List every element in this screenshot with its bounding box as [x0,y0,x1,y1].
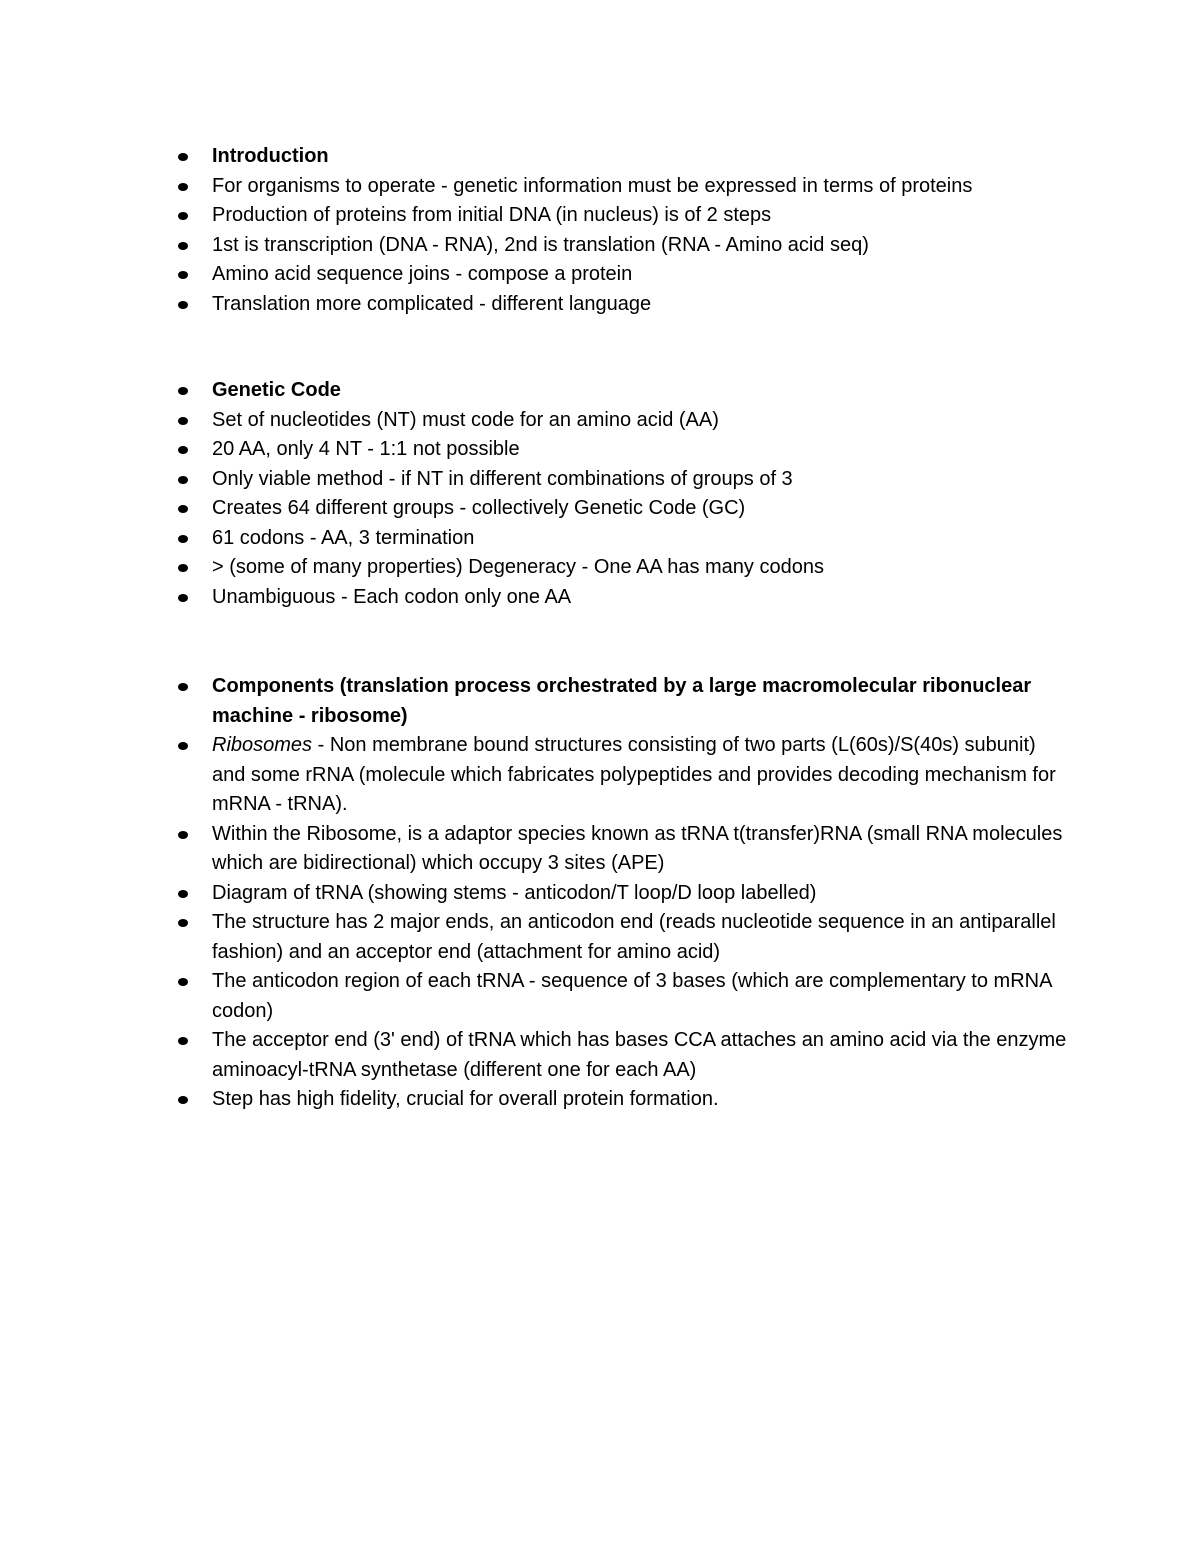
list-item: The structure has 2 major ends, an anticodon end (reads nucleotide sequence in an antiparallel fashion) and an acceptor end (attachment for amino acid) [170,908,1070,967]
list-item: 61 codons - AA, 3 termination [170,524,1070,554]
bullet-list [170,142,1070,319]
section-components [170,672,1070,1115]
section-heading: Introduction [170,142,1070,172]
list-item: The anticodon region of each tRNA - sequence of 3 bases (which are complementary to mRNA codon) [170,967,1070,1026]
section-heading: Components (translation process orchestrated by a large macromolecular ribonuclear machine - ribosome) [170,672,1070,731]
list-item: 1st is transcription (DNA - RNA), 2nd is translation (RNA - Amino acid seq) [170,231,1070,261]
list-item: Within the Ribosome, is a adaptor species known as tRNA t(transfer)RNA (small RNA molecules which are bidirectional) which occupy 3 sites (APE) [170,820,1070,879]
list-item: Diagram of tRNA (showing stems - anticodon/T loop/D loop labelled) [170,879,1070,909]
list-item: Amino acid sequence joins - compose a protein [170,260,1070,290]
ribosomes-description: - Non membrane bound structures consisting of two parts (L(60s)/S(40s) subunit) and some rRNA (molecule which fabricates polypeptides and provides decoding mechanism for mRNA - tRNA). [212,734,1056,815]
list-item: 20 AA, only 4 NT - 1:1 not possible [170,435,1070,465]
list-item: Creates 64 different groups - collectively Genetic Code (GC) [170,494,1070,524]
list-item: For organisms to operate - genetic information must be expressed in terms of proteins [170,172,1070,202]
list-item: Set of nucleotides (NT) must code for an amino acid (AA) [170,406,1070,436]
bullet-list [170,376,1070,612]
list-item: Production of proteins from initial DNA (in nucleus) is of 2 steps [170,201,1070,231]
list-item: Translation more complicated - different language [170,290,1070,320]
list-item: Step has high fidelity, crucial for overall protein formation. [170,1085,1070,1115]
list-item: The acceptor end (3' end) of tRNA which has bases CCA attaches an amino acid via the enzyme aminoacyl-tRNA synthetase (different one for each AA) [170,1026,1070,1085]
bullet-list [170,672,1070,1115]
list-item: Only viable method - if NT in different combinations of groups of 3 [170,465,1070,495]
section-genetic-code [170,376,1070,612]
list-item: > (some of many properties) Degeneracy - One AA has many codons [170,553,1070,583]
ribosomes-term: Ribosomes [212,734,313,756]
section-heading: Genetic Code [170,376,1070,406]
list-item-ribosomes [170,731,1070,820]
section-introduction [170,142,1070,319]
list-item: Unambiguous - Each codon only one AA [170,583,1070,613]
